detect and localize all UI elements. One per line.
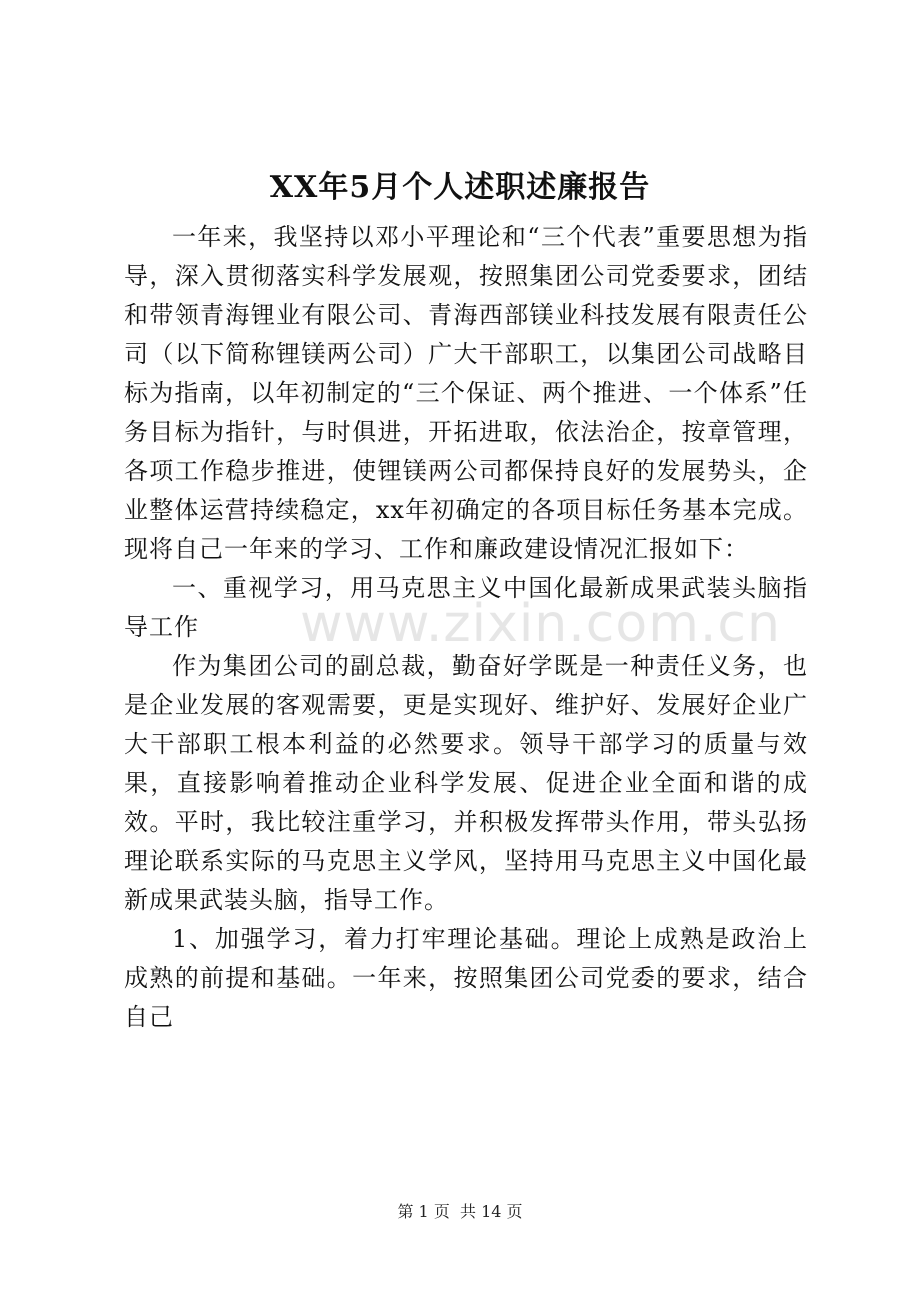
section-heading-1: 一、重视学习，用马克思主义中国化最新成果武装头脑指导工作 (124, 574, 808, 641)
document-title: XX年5月个人述职述廉报告 (269, 170, 651, 205)
document-body (124, 218, 808, 1037)
page-footer (0, 1200, 920, 1224)
paragraph-section-1: 作为集团公司的副总裁，勤奋好学既是一种责任义务，也是企业发展的客观需要，更是实现好、维护好、发展好企业广大干部职工根本利益的必然要求。领导干部学习的质量与效果，直接影响着推动企业科学发展、促进企业全面和谐的成效。平时，我比较注重学习，并积极发挥带头作用，带头弘扬理论联系实际的马克思主义学风，坚持用马克思主义中国化最新成果武装头脑，指导工作。 (124, 652, 808, 914)
page-number: 第 1 页 共 14 页 (397, 1202, 523, 1221)
paragraph-intro: 一年来，我坚持以邓小平理论和“三个代表”重要思想为指导，深入贯彻落实科学发展观，按照集团公司党委要求，团结和带领青海锂业有限公司、青海西部镁业科技发展有限责任公司（以下简称锂镁两公司）广大干部职工，以集团公司战略目标为指南，以年初制定的“三个保证、两个推进、一个体系”任务目标为指针，与时俱进，开拓进取，依法治企，按章管理，各项工作稳步推进，使锂镁两公司都保持良好的发展势头，企业整体运营持续稳定，xx年初确定的各项目标任务基本完成。现将自己一年来的学习、工作和廉政建设情况汇报如下： (124, 223, 808, 563)
watermark: www.zixin.com.cn (300, 594, 781, 654)
paragraph-item-1: 1、加强学习，着力打牢理论基础。理论上成熟是政治上成熟的前提和基础。一年来，按照集团公司党委的要求，结合自己 (124, 925, 808, 1031)
